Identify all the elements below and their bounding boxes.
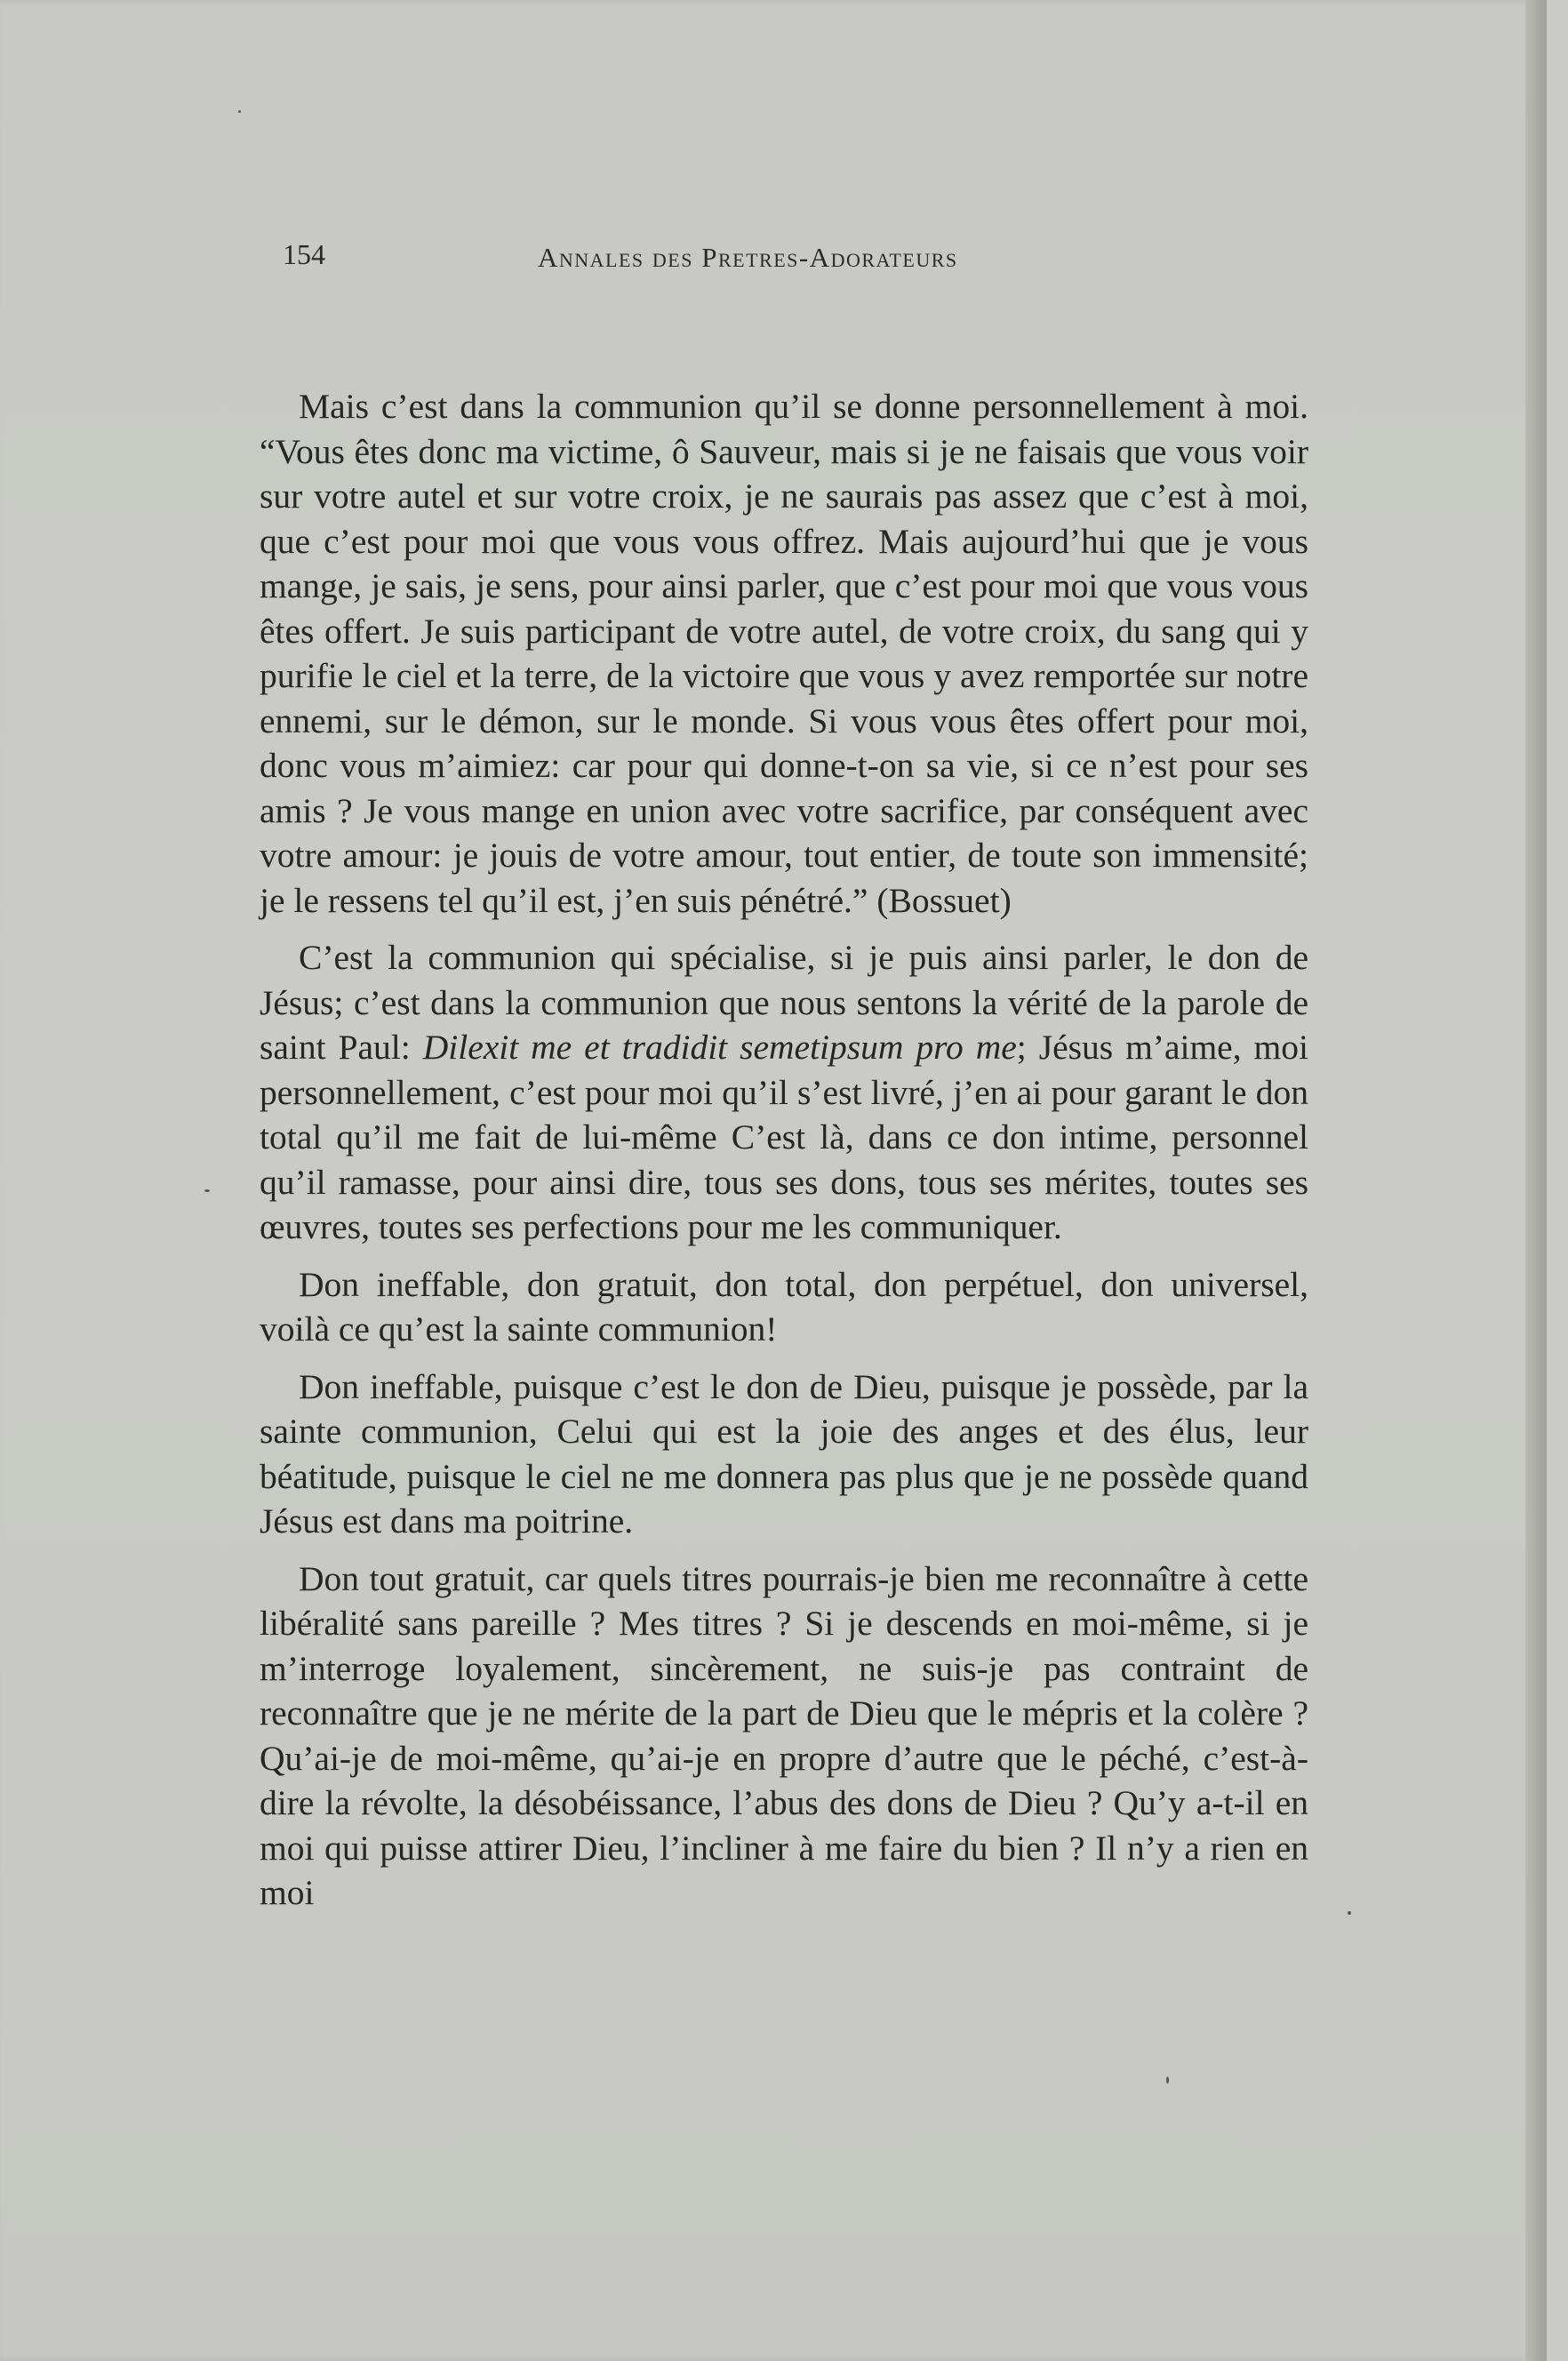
page-edge (1525, 0, 1547, 2361)
paper-speck (238, 110, 241, 113)
paper-speck (204, 1189, 210, 1192)
running-head (283, 238, 1332, 283)
paragraph-2-text-after: ; Jésus m’aime, moi personnellement, c’est pour moi qu’il s’est livré, j’en ai pour garant le don total qu’il me fait de lui-même C’est là, dans ce don intime, personnel qu’il ramasse, pour ainsi dire, tous ses dons, tous ses mérites, toutes ses œuvres, toutes ses perfections pour me les communiquer. (260, 1028, 1308, 1246)
running-title: Annales des Pretres-Adorateurs (538, 242, 958, 273)
paper-speck (1166, 2077, 1169, 2084)
paragraph-4: Don ineffable, puisque c’est le don de Dieu, puisque je possède, par la sainte communion, Celui qui est la joie des anges et des élus, leur béatitude, puisque le ciel ne me donnera pas plus que je ne possède quand Jésus est dans ma poitrine. (260, 1366, 1308, 1541)
paragraph-3: Don ineffable, don gratuit, don total, don perpétuel, don universel, voilà ce qu’est la sainte communion! (260, 1264, 1308, 1349)
latin-quotation: Dilexit me et tradidit semetipsum pro me (422, 1028, 1017, 1067)
paragraph-1: Mais c’est dans la communion qu’il se donne personnellement à moi. “Vous êtes donc ma victime, ô Sauveur, mais si je ne faisais que vous voir sur votre autel et sur votre croix, je ne saurais pas assez que c’est à moi, que c’est pour moi que vous vous offrez. Mais aujourd’hui que je vous mange, je sais, je sens, pour ainsi parler, que c’est pour moi que vous vous êtes offert. Je suis participant de votre autel, de votre croix, du sang qui y purifie le ciel et la terre, de la victoire que vous y avez remportée sur notre ennemi, sur le démon, sur le monde. Si vous vous êtes offert pour moi, donc vous m’aimiez: car pour qui donne-t-on sa vie, si ce n’est pour ses amis ? Je vous mange en union avec votre sacrifice, par conséquent avec votre amour: je jouis de votre amour, tout entier, de toute son immensité; je le ressens tel qu’il est, j’en suis pénétré.” (Bossuet) (260, 387, 1308, 920)
paragraph-2-text-before: C’est la communion qui spécialise, si je puis ainsi parler, le don de Jésus; c’est dans la communion que nous sentons la vérité de la parole de saint Paul: (260, 938, 1308, 1067)
paper-speck (1348, 1911, 1351, 1915)
paragraph-2 (260, 935, 1308, 1250)
page-number: 154 (283, 238, 325, 270)
body-text (260, 384, 1308, 1928)
paragraph-5: Don tout gratuit, car quels titres pourrais-je bien me reconnaître à cette libéralité sans pareille ? Mes titres ? Si je descends en moi-même, si je m’interroge loyalement, sincèrement, ne suis-je pas contraint de reconnaître que je ne mérite de la part de Dieu que le mépris et la colère ? Qu’ai-je de moi-même, qu’ai-je en propre d’autre que le péché, c’est-à-dire la révolte, la désobéissance, l’abus des dons de Dieu ? Qu’y a-t-il en moi qui puisse attirer Dieu, l’incliner à me faire du bien ? Il n’y a rien en moi (260, 1558, 1308, 1912)
